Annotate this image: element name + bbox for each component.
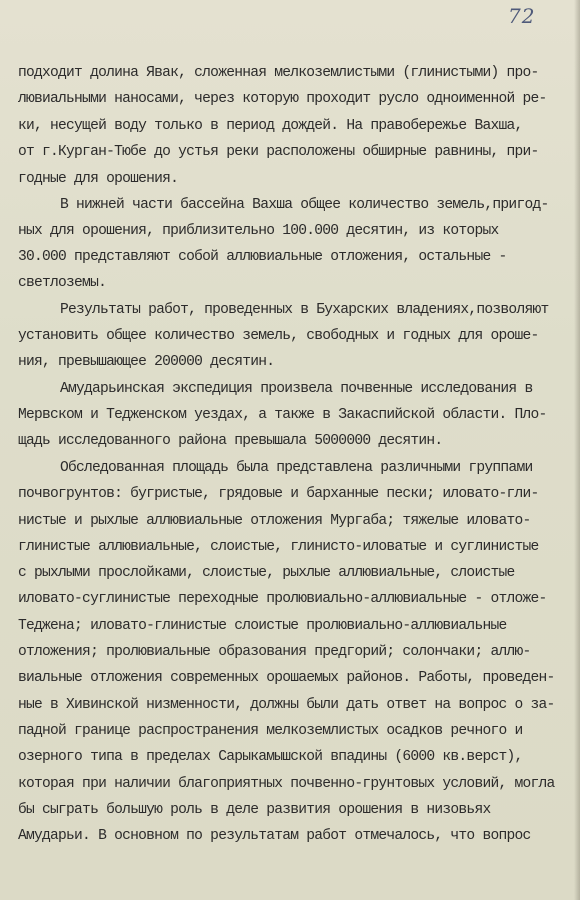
text-line: установить общее количество земель, свободных и годных для ороше- [18,328,539,344]
text-line: глинистые аллювиальные, слоистые, глинисто-иловатые и суглинистые [18,539,539,555]
text-line: щадь исследованного района превышала 5000000 десятин. [18,433,443,449]
text-line: бы сыграть большую роль в деле развития орошения в низовьях [18,802,491,818]
text-line: лювиальными наносами, через которую проходит русло одноименной ре- [18,91,547,107]
text-line: от г.Курган-Тюбе до устья реки расположены обширные равнины, при- [18,144,539,160]
text-line: виальные отложения современных орошаемых районов. Работы, проведен- [18,670,555,686]
text-line: почвогрунтов: бугристые, грядовые и барханные пески; иловато-гли- [18,486,539,502]
text-line: подходит долина Явак, сложенная мелкоземлистыми (глинистыми) про- [18,65,539,81]
text-line: падной границе распространения мелкоземлистых осадков речного и [18,723,523,739]
text-line: с рыхлыми прослойками, слоистые, рыхлые аллювиальные, слоистые [18,565,515,581]
text-line: озерного типа в пределах Сарыкамышской впадины (6000 кв.верст), [18,749,523,765]
text-line: ные в Хивинской низменности, должны были дать ответ на вопрос о за- [18,697,555,713]
text-line: Обследованная площадь была представлена различными группами [60,460,533,476]
text-line: иловато-суглинистые переходные пролювиально-аллювиальные - отложе- [18,591,547,607]
text-line: отложения; пролювиальные образования предгорий; солончаки; аллю- [18,644,531,660]
text-line: ных для орошения, приблизительно 100.000 десятин, из которых [18,223,499,239]
page-number: 72 [508,4,536,28]
text-line: нистые и рыхлые аллювиальные отложения Мургаба; тяжелые иловато- [18,513,531,529]
text-line: В нижней части бассейна Вахша общее количество земель,пригод- [60,197,549,213]
text-line: ния, превышающее 200000 десятин. [18,354,275,370]
text-line: Мервском и Тедженском уездах, а также в Закаспийской области. Пло- [18,407,547,423]
text-line: Теджена; иловато-глинистые слоистые пролювиально-аллювиальные [18,618,507,634]
text-line: Результаты работ, проведенных в Бухарских владениях,позволяют [60,302,549,318]
text-line: Амударьинская экспедиция произвела почвенные исследования в [60,381,533,397]
text-line: 30.000 представляют собой аллювиальные отложения, остальные - [18,249,507,265]
text-line: которая при наличии благоприятных почвенно-грунтовых условий, могла [18,776,555,792]
text-line: годные для орошения. [18,171,179,187]
text-line: Амударьи. В основном по результатам работ отмечалось, что вопрос [18,828,531,844]
text-line: ки, несущей воду только в период дождей. На правобережье Вахша, [18,118,523,134]
text-line: светлоземы. [18,275,107,291]
